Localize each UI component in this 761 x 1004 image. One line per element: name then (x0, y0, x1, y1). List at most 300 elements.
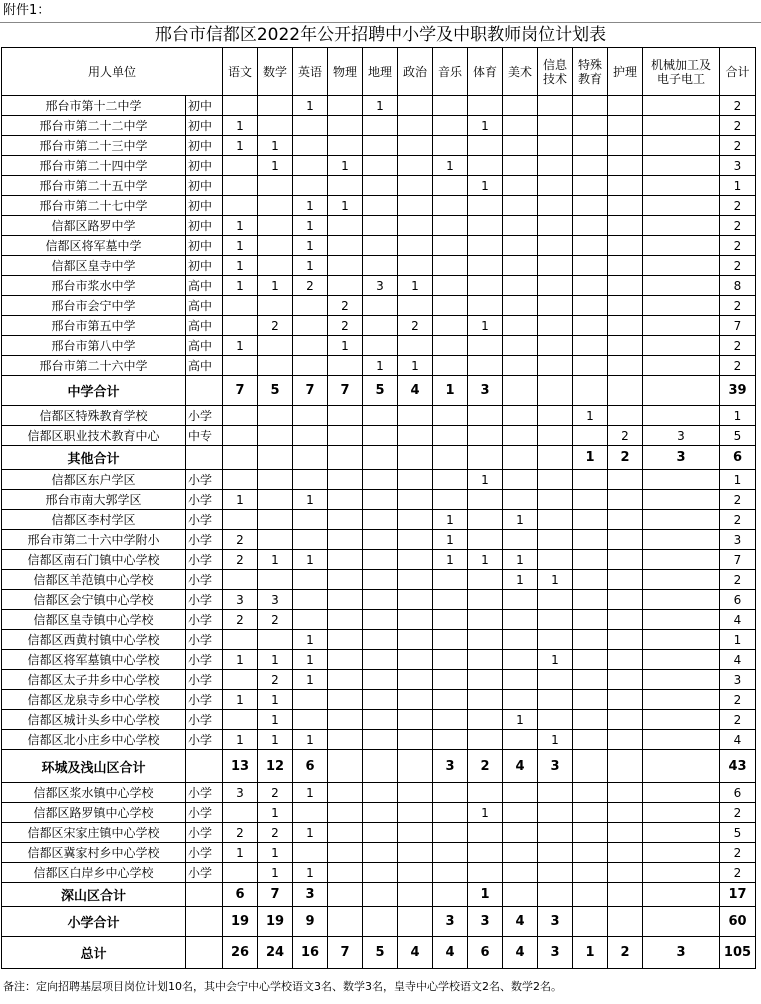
count-cell (328, 510, 363, 530)
school-level: 初中 (186, 196, 223, 216)
subtotal-label: 小学合计 (2, 907, 186, 937)
count-cell (608, 883, 643, 907)
count-cell (223, 630, 258, 650)
count-cell (328, 276, 363, 296)
count-cell (643, 96, 720, 116)
subtotal-level (186, 750, 223, 783)
count-cell: 3 (643, 446, 720, 470)
count-cell (328, 256, 363, 276)
count-cell (363, 823, 398, 843)
count-cell (398, 630, 433, 650)
count-cell: 1 (720, 406, 756, 426)
school-level: 小学 (186, 823, 223, 843)
unit-name: 信都区白岸乡中心学校 (2, 863, 186, 883)
count-cell (363, 336, 398, 356)
count-cell (503, 216, 538, 236)
count-cell: 2 (720, 136, 756, 156)
count-cell (468, 530, 503, 550)
count-cell (258, 296, 293, 316)
count-cell: 3 (720, 670, 756, 690)
count-cell (398, 256, 433, 276)
count-cell (433, 590, 468, 610)
school-level: 高中 (186, 276, 223, 296)
count-cell: 1 (223, 843, 258, 863)
count-cell: 1 (433, 530, 468, 550)
count-cell (363, 236, 398, 256)
count-cell (398, 490, 433, 510)
count-cell (503, 490, 538, 510)
unit-name: 邢台市第二十五中学 (2, 176, 186, 196)
count-cell (643, 136, 720, 156)
count-cell: 1 (433, 510, 468, 530)
count-cell (573, 650, 608, 670)
count-cell: 5 (258, 376, 293, 406)
unit-name: 信都区太子井乡中心学校 (2, 670, 186, 690)
count-cell (398, 296, 433, 316)
count-cell (363, 256, 398, 276)
count-cell (363, 196, 398, 216)
count-cell (468, 426, 503, 446)
count-cell (573, 823, 608, 843)
count-cell: 4 (398, 376, 433, 406)
count-cell (608, 236, 643, 256)
subtotal-level (186, 883, 223, 907)
count-cell: 2 (720, 843, 756, 863)
school-level: 初中 (186, 116, 223, 136)
school-level: 高中 (186, 316, 223, 336)
unit-name: 信都区浆水镇中心学校 (2, 783, 186, 803)
count-cell (608, 136, 643, 156)
count-cell: 2 (328, 316, 363, 336)
count-cell (608, 356, 643, 376)
count-cell: 1 (258, 863, 293, 883)
count-cell (468, 670, 503, 690)
count-cell: 1 (468, 803, 503, 823)
count-cell (398, 470, 433, 490)
count-cell (293, 446, 328, 470)
count-cell: 7 (720, 550, 756, 570)
count-cell (573, 256, 608, 276)
count-cell (293, 336, 328, 356)
count-cell (573, 670, 608, 690)
count-cell (328, 710, 363, 730)
count-cell: 5 (720, 823, 756, 843)
table-row (2, 216, 756, 236)
count-cell: 1 (573, 937, 608, 969)
school-level: 小学 (186, 510, 223, 530)
count-cell (223, 406, 258, 426)
count-cell: 2 (720, 710, 756, 730)
subtotal-row (2, 937, 756, 969)
count-cell (433, 710, 468, 730)
count-cell (363, 630, 398, 650)
count-cell (468, 570, 503, 590)
count-cell: 7 (293, 376, 328, 406)
count-cell (433, 136, 468, 156)
count-cell (643, 863, 720, 883)
count-cell (363, 610, 398, 630)
count-cell (503, 116, 538, 136)
count-cell: 1 (258, 803, 293, 823)
count-cell (363, 710, 398, 730)
count-cell (293, 843, 328, 863)
count-cell (538, 96, 573, 116)
subtotal-label: 中学合计 (2, 376, 186, 406)
count-cell: 1 (468, 116, 503, 136)
count-cell (433, 176, 468, 196)
count-cell (573, 156, 608, 176)
unit-name: 信都区将军墓镇中心学校 (2, 650, 186, 670)
count-cell (398, 406, 433, 426)
count-cell: 2 (293, 276, 328, 296)
count-cell: 6 (223, 883, 258, 907)
count-cell: 8 (720, 276, 756, 296)
header-unit: 用人单位 (2, 48, 223, 96)
count-cell (258, 176, 293, 196)
count-cell (433, 296, 468, 316)
count-cell (573, 750, 608, 783)
table-row (2, 610, 756, 630)
school-level: 高中 (186, 336, 223, 356)
count-cell (258, 510, 293, 530)
count-cell (608, 610, 643, 630)
count-cell (223, 710, 258, 730)
count-cell: 1 (223, 256, 258, 276)
count-cell (573, 510, 608, 530)
count-cell (433, 96, 468, 116)
count-cell (433, 843, 468, 863)
count-cell (398, 710, 433, 730)
count-cell (503, 426, 538, 446)
count-cell: 7 (328, 937, 363, 969)
count-cell (328, 446, 363, 470)
count-cell: 2 (258, 610, 293, 630)
count-cell: 6 (720, 783, 756, 803)
count-cell: 1 (433, 156, 468, 176)
header-subject: 合计 (720, 48, 756, 96)
recruitment-plan-table (1, 47, 756, 969)
unit-name: 信都区宋家庄镇中心学校 (2, 823, 186, 843)
count-cell (503, 610, 538, 630)
count-cell (363, 156, 398, 176)
count-cell (328, 610, 363, 630)
count-cell (258, 470, 293, 490)
count-cell: 1 (503, 550, 538, 570)
count-cell (608, 406, 643, 426)
count-cell: 2 (720, 356, 756, 376)
count-cell: 1 (468, 176, 503, 196)
table-row (2, 670, 756, 690)
count-cell: 2 (720, 803, 756, 823)
count-cell (468, 630, 503, 650)
count-cell (468, 276, 503, 296)
count-cell: 1 (328, 336, 363, 356)
header-subject: 语文 (223, 48, 258, 96)
count-cell: 7 (720, 316, 756, 336)
count-cell (363, 470, 398, 490)
count-cell: 2 (258, 316, 293, 336)
count-cell (573, 336, 608, 356)
count-cell (538, 356, 573, 376)
count-cell: 24 (258, 937, 293, 969)
count-cell (363, 510, 398, 530)
count-cell (328, 426, 363, 446)
school-level: 高中 (186, 356, 223, 376)
count-cell: 1 (258, 710, 293, 730)
count-cell (538, 883, 573, 907)
table-header-row (2, 48, 756, 96)
count-cell (433, 570, 468, 590)
count-cell (643, 256, 720, 276)
subtotal-level (186, 376, 223, 406)
count-cell (363, 550, 398, 570)
header-subject: 体育 (468, 48, 503, 96)
count-cell (223, 96, 258, 116)
count-cell: 1 (328, 196, 363, 216)
count-cell (223, 470, 258, 490)
count-cell (503, 863, 538, 883)
count-cell: 1 (258, 276, 293, 296)
count-cell: 1 (503, 570, 538, 590)
count-cell (538, 296, 573, 316)
school-level: 小学 (186, 650, 223, 670)
school-level: 小学 (186, 710, 223, 730)
table-row (2, 530, 756, 550)
count-cell (258, 530, 293, 550)
count-cell (363, 843, 398, 863)
count-cell (608, 783, 643, 803)
count-cell (363, 296, 398, 316)
table-row (2, 426, 756, 446)
subtotal-row (2, 907, 756, 937)
count-cell (573, 883, 608, 907)
count-cell: 1 (223, 690, 258, 710)
count-cell: 26 (223, 937, 258, 969)
table-row (2, 843, 756, 863)
count-cell (398, 96, 433, 116)
table-row (2, 863, 756, 883)
count-cell: 4 (720, 730, 756, 750)
count-cell (643, 570, 720, 590)
count-cell: 1 (720, 176, 756, 196)
count-cell (363, 750, 398, 783)
school-level: 初中 (186, 96, 223, 116)
count-cell (468, 156, 503, 176)
count-cell (223, 570, 258, 590)
count-cell: 1 (258, 156, 293, 176)
count-cell (433, 490, 468, 510)
count-cell: 1 (573, 406, 608, 426)
count-cell: 1 (538, 570, 573, 590)
table-row (2, 276, 756, 296)
count-cell (608, 96, 643, 116)
table-row (2, 783, 756, 803)
count-cell (398, 236, 433, 256)
count-cell: 1 (538, 730, 573, 750)
count-cell (643, 216, 720, 236)
unit-name: 信都区冀家村乡中心学校 (2, 843, 186, 863)
count-cell (608, 907, 643, 937)
count-cell (468, 406, 503, 426)
count-cell (573, 316, 608, 336)
count-cell: 1 (293, 490, 328, 510)
count-cell (223, 356, 258, 376)
count-cell (293, 356, 328, 376)
count-cell (538, 630, 573, 650)
count-cell (538, 670, 573, 690)
count-cell (398, 216, 433, 236)
unit-name: 信都区龙泉寺乡中心学校 (2, 690, 186, 710)
count-cell (398, 670, 433, 690)
count-cell: 1 (258, 730, 293, 750)
count-cell (328, 136, 363, 156)
count-cell: 1 (293, 823, 328, 843)
header-subject: 音乐 (433, 48, 468, 96)
count-cell (328, 863, 363, 883)
count-cell (223, 316, 258, 336)
count-cell (608, 510, 643, 530)
count-cell (293, 570, 328, 590)
count-cell (538, 590, 573, 610)
count-cell: 2 (720, 196, 756, 216)
count-cell (573, 490, 608, 510)
count-cell: 105 (720, 937, 756, 969)
count-cell (608, 296, 643, 316)
count-cell: 5 (720, 426, 756, 446)
count-cell: 1 (293, 196, 328, 216)
school-level: 小学 (186, 803, 223, 823)
count-cell (363, 136, 398, 156)
count-cell (643, 490, 720, 510)
count-cell: 4 (720, 650, 756, 670)
count-cell (573, 783, 608, 803)
count-cell (293, 176, 328, 196)
count-cell (398, 156, 433, 176)
count-cell (433, 336, 468, 356)
header-subject: 信息 技术 (538, 48, 573, 96)
count-cell (293, 610, 328, 630)
count-cell: 3 (643, 426, 720, 446)
count-cell: 1 (468, 470, 503, 490)
table-row (2, 510, 756, 530)
count-cell (398, 590, 433, 610)
count-cell (398, 883, 433, 907)
count-cell (573, 730, 608, 750)
count-cell: 1 (293, 650, 328, 670)
count-cell (608, 316, 643, 336)
count-cell (468, 256, 503, 276)
count-cell (328, 176, 363, 196)
count-cell (328, 530, 363, 550)
count-cell: 16 (293, 937, 328, 969)
count-cell (433, 470, 468, 490)
count-cell (538, 426, 573, 446)
count-cell (293, 510, 328, 530)
count-cell (433, 236, 468, 256)
count-cell (608, 116, 643, 136)
unit-name: 邢台市会宁中学 (2, 296, 186, 316)
count-cell: 3 (468, 907, 503, 937)
unit-name: 信都区将军墓中学 (2, 236, 186, 256)
count-cell: 2 (720, 116, 756, 136)
count-cell: 6 (720, 590, 756, 610)
count-cell: 3 (433, 907, 468, 937)
count-cell: 4 (503, 907, 538, 937)
count-cell (468, 863, 503, 883)
count-cell (293, 156, 328, 176)
count-cell: 1 (573, 446, 608, 470)
count-cell (643, 510, 720, 530)
table-row (2, 570, 756, 590)
count-cell (503, 883, 538, 907)
count-cell (258, 96, 293, 116)
count-cell (398, 783, 433, 803)
header-subject: 护理 (608, 48, 643, 96)
count-cell (258, 196, 293, 216)
count-cell: 3 (223, 590, 258, 610)
count-cell: 3 (538, 750, 573, 783)
count-cell (468, 236, 503, 256)
count-cell (643, 610, 720, 630)
count-cell: 1 (720, 630, 756, 650)
count-cell (503, 136, 538, 156)
count-cell (223, 446, 258, 470)
count-cell (258, 236, 293, 256)
count-cell (328, 730, 363, 750)
count-cell (503, 176, 538, 196)
subtotal-label: 总计 (2, 937, 186, 969)
count-cell (573, 690, 608, 710)
subtotal-row (2, 883, 756, 907)
count-cell (643, 783, 720, 803)
count-cell (468, 136, 503, 156)
count-cell: 2 (720, 216, 756, 236)
count-cell: 1 (293, 783, 328, 803)
count-cell: 1 (223, 236, 258, 256)
count-cell (398, 446, 433, 470)
count-cell: 2 (468, 750, 503, 783)
count-cell (293, 530, 328, 550)
unit-name: 邢台市第二十三中学 (2, 136, 186, 156)
count-cell (608, 550, 643, 570)
count-cell: 3 (433, 750, 468, 783)
count-cell: 1 (398, 356, 433, 376)
unit-name: 信都区会宁镇中心学校 (2, 590, 186, 610)
count-cell (573, 376, 608, 406)
unit-name: 信都区南石门镇中心学校 (2, 550, 186, 570)
count-cell (363, 590, 398, 610)
count-cell (503, 356, 538, 376)
count-cell (363, 216, 398, 236)
count-cell: 7 (328, 376, 363, 406)
count-cell: 1 (503, 710, 538, 730)
header-subject: 数学 (258, 48, 293, 96)
table-row (2, 650, 756, 670)
count-cell (293, 136, 328, 156)
unit-name: 邢台市第二十七中学 (2, 196, 186, 216)
count-cell (538, 863, 573, 883)
count-cell: 1 (433, 376, 468, 406)
count-cell (293, 316, 328, 336)
count-cell: 2 (608, 937, 643, 969)
count-cell (643, 690, 720, 710)
count-cell: 39 (720, 376, 756, 406)
count-cell (643, 710, 720, 730)
unit-name: 信都区路罗镇中心学校 (2, 803, 186, 823)
table-row (2, 710, 756, 730)
count-cell (538, 216, 573, 236)
count-cell (328, 690, 363, 710)
